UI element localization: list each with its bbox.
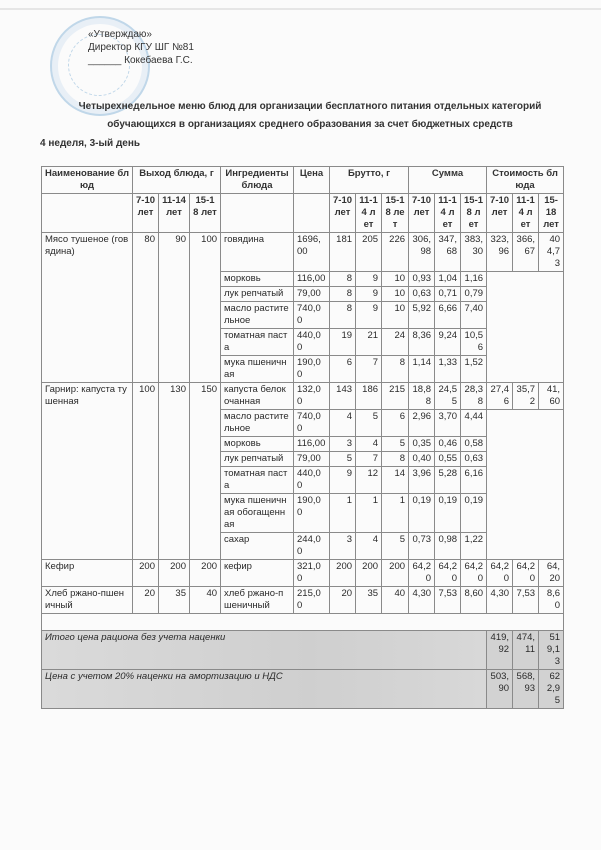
ingredient-gross: 9 — [330, 467, 356, 494]
subheader-sum-age: 15-18 лет — [461, 194, 487, 233]
dish-cost: 35,72 — [513, 383, 539, 410]
ingredient-gross: 4 — [356, 533, 382, 560]
subheader-blank-ingredient — [221, 194, 294, 233]
ingredient-gross: 14 — [382, 467, 409, 494]
total-value: 568,93 — [513, 670, 539, 709]
subheader-sum-age: 7-10 лет — [409, 194, 435, 233]
ingredient-gross: 3 — [330, 533, 356, 560]
ingredient-name: мука пшеничная обогащенная — [221, 494, 294, 533]
ingredient-sum: 0,73 — [409, 533, 435, 560]
dish-cost-empty — [487, 410, 564, 560]
total-row — [42, 631, 564, 670]
ingredient-gross: 8 — [382, 356, 409, 383]
ingredient-sum: 2,96 — [409, 410, 435, 437]
subheader-gross-age: 15-18 лет — [382, 194, 409, 233]
header-ingredients: Ингредиенты блюда — [221, 167, 294, 194]
ingredient-sum: 64,20 — [461, 560, 487, 587]
ingredient-price: 116,00 — [294, 437, 330, 452]
ingredient-sum: 7,53 — [435, 587, 461, 614]
ingredient-name: хлеб ржано-пшеничный — [221, 587, 294, 614]
ingredient-gross: 12 — [356, 467, 382, 494]
ingredient-gross: 9 — [356, 287, 382, 302]
ingredient-gross: 5 — [330, 452, 356, 467]
ingredient-gross: 200 — [382, 560, 409, 587]
ingredient-sum: 1,04 — [435, 272, 461, 287]
subheader-cost-age: 15-18 лет — [539, 194, 564, 233]
subheader-cost-age: 11-14 лет — [513, 194, 539, 233]
dish-yield: 150 — [190, 383, 221, 560]
dish-yield: 20 — [133, 587, 159, 614]
ingredient-gross: 8 — [330, 302, 356, 329]
ingredient-sum: 28,38 — [461, 383, 487, 410]
ingredient-name: сахар — [221, 533, 294, 560]
ingredient-sum: 0,40 — [409, 452, 435, 467]
ingredient-sum: 1,14 — [409, 356, 435, 383]
ingredient-gross: 7 — [356, 452, 382, 467]
ingredient-gross: 19 — [330, 329, 356, 356]
dish-yield: 40 — [190, 587, 221, 614]
header-sum: Сумма — [409, 167, 487, 194]
ingredient-gross: 200 — [330, 560, 356, 587]
ingredient-gross: 8 — [330, 287, 356, 302]
ingredient-price: 740,00 — [294, 410, 330, 437]
dish-cost: 404,73 — [539, 233, 564, 272]
ingredient-price: 740,00 — [294, 302, 330, 329]
ingredient-gross: 3 — [330, 437, 356, 452]
ingredient-gross: 21 — [356, 329, 382, 356]
ingredient-name: кефир — [221, 560, 294, 587]
ingredient-sum: 306,98 — [409, 233, 435, 272]
ingredient-gross: 226 — [382, 233, 409, 272]
ingredient-sum: 9,24 — [435, 329, 461, 356]
header-price: Цена — [294, 167, 330, 194]
document-title-line-1: Четырехнедельное меню блюд для организации бесплатного питания отдельных категорий — [78, 101, 542, 112]
ingredient-gross: 215 — [382, 383, 409, 410]
ingredient-sum: 0,63 — [409, 287, 435, 302]
ingredient-price: 440,00 — [294, 329, 330, 356]
ingredient-gross: 8 — [330, 272, 356, 287]
ingredient-gross: 5 — [382, 437, 409, 452]
scan-edge-line — [0, 8, 601, 10]
approval-block — [88, 28, 194, 67]
subheader-gross-age: 11-14 лет — [356, 194, 382, 233]
header-cost: Стоимость блюда — [487, 167, 564, 194]
header-gross: Брутто, г — [330, 167, 409, 194]
ingredient-sum: 1,16 — [461, 272, 487, 287]
spacer-row — [42, 614, 564, 631]
subheader-yield-age: 15-18 лет — [190, 194, 221, 233]
dish-cost: 64,20 — [539, 560, 564, 587]
dish-cost: 366,67 — [513, 233, 539, 272]
ingredient-price: 190,00 — [294, 494, 330, 533]
ingredient-name: лук репчатый — [221, 452, 294, 467]
ingredient-sum: 0,71 — [435, 287, 461, 302]
total-value: 622,95 — [539, 670, 564, 709]
dish-yield: 90 — [159, 233, 190, 383]
ingredient-name: морковь — [221, 272, 294, 287]
subheader-yield-age: 11-14 лет — [159, 194, 190, 233]
ingredient-sum: 3,96 — [409, 467, 435, 494]
ingredient-gross: 1 — [356, 494, 382, 533]
ingredient-sum: 4,30 — [409, 587, 435, 614]
spacer-cell — [42, 614, 564, 631]
week-day-label: 4 неделя, 3-ый день — [40, 138, 141, 149]
ingredient-sum: 0,79 — [461, 287, 487, 302]
dish-name: Гарнир: капуста тушенная — [42, 383, 133, 560]
ingredient-sum: 347,68 — [435, 233, 461, 272]
total-value: 519,13 — [539, 631, 564, 670]
ingredient-gross: 6 — [382, 410, 409, 437]
ingredient-sum: 3,70 — [435, 410, 461, 437]
dish-cost: 7,53 — [513, 587, 539, 614]
ingredient-sum: 8,36 — [409, 329, 435, 356]
ingredient-price: 190,00 — [294, 356, 330, 383]
dish-yield: 35 — [159, 587, 190, 614]
ingredient-price: 1696,00 — [294, 233, 330, 272]
ingredient-row — [42, 383, 564, 410]
ingredient-name: лук репчатый — [221, 287, 294, 302]
dish-name: Мясо тушеное (говядина) — [42, 233, 133, 383]
dish-cost: 4,30 — [487, 587, 513, 614]
ingredient-sum: 1,52 — [461, 356, 487, 383]
dish-cost: 8,60 — [539, 587, 564, 614]
ingredient-gross: 8 — [382, 452, 409, 467]
approval-position: Директор КГУ ШГ №81 — [88, 42, 194, 53]
ingredient-gross: 20 — [330, 587, 356, 614]
subheader-yield-age: 7-10 лет — [133, 194, 159, 233]
ingredient-name: говядина — [221, 233, 294, 272]
ingredient-sum: 5,92 — [409, 302, 435, 329]
ingredient-gross: 10 — [382, 302, 409, 329]
ingredient-name: томатная паста — [221, 467, 294, 494]
ingredient-sum: 18,88 — [409, 383, 435, 410]
ingredient-gross: 10 — [382, 272, 409, 287]
ingredient-name: томатная паста — [221, 329, 294, 356]
dish-yield: 200 — [159, 560, 190, 587]
ingredient-sum: 383,30 — [461, 233, 487, 272]
dish-yield: 200 — [190, 560, 221, 587]
ingredient-sum: 0,35 — [409, 437, 435, 452]
total-row — [42, 670, 564, 709]
ingredient-gross: 10 — [382, 287, 409, 302]
dish-cost: 323,96 — [487, 233, 513, 272]
ingredient-sum: 0,19 — [409, 494, 435, 533]
subheader-cost-age: 7-10 лет — [487, 194, 513, 233]
ingredient-name: масло растительное — [221, 302, 294, 329]
ingredient-sum: 0,46 — [435, 437, 461, 452]
ingredient-sum: 0,55 — [435, 452, 461, 467]
ingredient-sum: 5,28 — [435, 467, 461, 494]
dish-yield: 80 — [133, 233, 159, 383]
ingredient-price: 116,00 — [294, 272, 330, 287]
ingredient-gross: 5 — [356, 410, 382, 437]
ingredient-sum: 0,19 — [435, 494, 461, 533]
ingredient-gross: 186 — [356, 383, 382, 410]
ingredient-name: мука пшеничная — [221, 356, 294, 383]
subheader-gross-age: 7-10 лет — [330, 194, 356, 233]
dish-yield: 100 — [190, 233, 221, 383]
subheader-blank-price — [294, 194, 330, 233]
ingredient-gross: 40 — [382, 587, 409, 614]
total-value: 474,11 — [513, 631, 539, 670]
ingredient-price: 79,00 — [294, 452, 330, 467]
ingredient-sum: 10,56 — [461, 329, 487, 356]
subheader-row — [42, 194, 564, 233]
dish-yield: 100 — [133, 383, 159, 560]
ingredient-gross: 9 — [356, 272, 382, 287]
ingredient-gross: 1 — [382, 494, 409, 533]
ingredient-price: 321,00 — [294, 560, 330, 587]
header-row — [42, 167, 564, 194]
ingredient-price: 440,00 — [294, 467, 330, 494]
header-yield: Выход блюда, г — [133, 167, 221, 194]
ingredient-sum: 1,22 — [461, 533, 487, 560]
ingredient-gross: 9 — [356, 302, 382, 329]
ingredient-row — [42, 233, 564, 272]
ingredient-name: капуста белокочанная — [221, 383, 294, 410]
dish-name: Хлеб ржано-пшеничный — [42, 587, 133, 614]
total-value: 503,90 — [487, 670, 513, 709]
ingredient-gross: 200 — [356, 560, 382, 587]
ingredient-gross: 6 — [330, 356, 356, 383]
total-value: 419,92 — [487, 631, 513, 670]
ingredient-sum: 0,58 — [461, 437, 487, 452]
ingredient-gross: 143 — [330, 383, 356, 410]
ingredient-sum: 6,16 — [461, 467, 487, 494]
ingredient-price: 79,00 — [294, 287, 330, 302]
ingredient-price: 244,00 — [294, 533, 330, 560]
total-label: Итого цена рациона без учета наценки — [42, 631, 487, 670]
ingredient-gross: 4 — [330, 410, 356, 437]
ingredient-gross: 7 — [356, 356, 382, 383]
ingredient-sum: 8,60 — [461, 587, 487, 614]
ingredient-gross: 181 — [330, 233, 356, 272]
ingredient-gross: 1 — [330, 494, 356, 533]
ingredient-row — [42, 587, 564, 614]
ingredient-sum: 7,40 — [461, 302, 487, 329]
header-dish-name: Наименование блюд — [42, 167, 133, 194]
ingredient-price: 132,00 — [294, 383, 330, 410]
subheader-blank-dish — [42, 194, 133, 233]
total-label: Цена с учетом 20% наценки на амортизацию и НДС — [42, 670, 487, 709]
approval-heading: «Утверждаю» — [88, 29, 152, 40]
dish-cost: 41,60 — [539, 383, 564, 410]
ingredient-sum: 1,33 — [435, 356, 461, 383]
ingredient-sum: 6,66 — [435, 302, 461, 329]
ingredient-gross: 35 — [356, 587, 382, 614]
dish-cost-empty — [487, 272, 564, 383]
ingredient-row — [42, 560, 564, 587]
ingredient-name: масло растительное — [221, 410, 294, 437]
ingredient-gross: 5 — [382, 533, 409, 560]
menu-table — [41, 166, 564, 709]
ingredient-sum: 64,20 — [409, 560, 435, 587]
ingredient-sum: 0,63 — [461, 452, 487, 467]
dish-cost: 27,46 — [487, 383, 513, 410]
document-title — [60, 98, 560, 134]
dish-name: Кефир — [42, 560, 133, 587]
document-title-line-2: обучающихся в организациях среднего образования за счет бюджетных средств — [107, 119, 513, 130]
ingredient-sum: 0,93 — [409, 272, 435, 287]
ingredient-sum: 24,55 — [435, 383, 461, 410]
ingredient-sum: 0,19 — [461, 494, 487, 533]
ingredient-sum: 0,98 — [435, 533, 461, 560]
dish-cost: 64,20 — [487, 560, 513, 587]
dish-cost: 64,20 — [513, 560, 539, 587]
approval-signature: ______ Кокебаева Г.С. — [88, 55, 193, 66]
ingredient-sum: 64,20 — [435, 560, 461, 587]
dish-yield: 200 — [133, 560, 159, 587]
dish-yield: 130 — [159, 383, 190, 560]
ingredient-name: морковь — [221, 437, 294, 452]
subheader-sum-age: 11-14 лет — [435, 194, 461, 233]
ingredient-price: 215,00 — [294, 587, 330, 614]
ingredient-gross: 4 — [356, 437, 382, 452]
ingredient-gross: 205 — [356, 233, 382, 272]
ingredient-sum: 4,44 — [461, 410, 487, 437]
ingredient-gross: 24 — [382, 329, 409, 356]
